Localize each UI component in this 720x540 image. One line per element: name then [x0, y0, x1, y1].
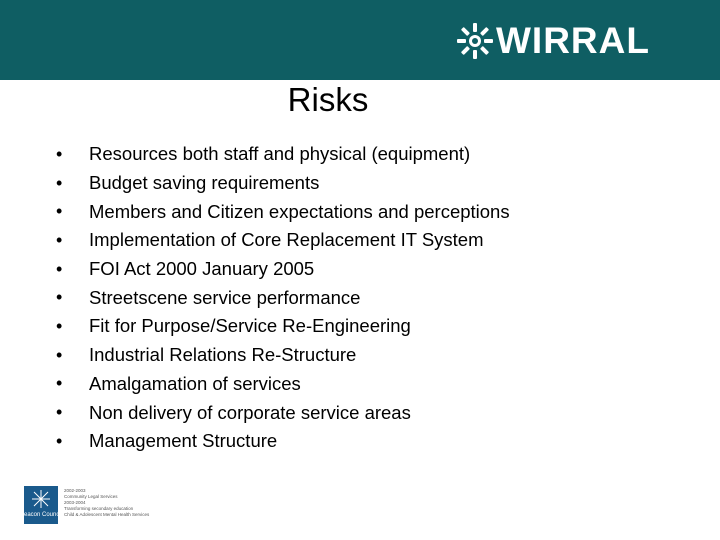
bullet-item	[56, 427, 510, 456]
bullet-text: Members and Citizen expectations and perceptions	[89, 200, 510, 222]
bullet-item	[56, 312, 510, 341]
beacon-icon	[19, 486, 63, 524]
bullet-glyph: •	[56, 287, 63, 308]
wirral-emblem-icon	[456, 22, 494, 60]
bullet-list	[56, 140, 510, 456]
bullet-text: Fit for Purpose/Service Re-Engineering	[89, 315, 411, 337]
bullet-item	[56, 197, 510, 226]
bullet-item	[56, 398, 510, 427]
bullet-glyph: •	[56, 373, 63, 394]
bullet-text: FOI Act 2000 January 2005	[89, 258, 315, 280]
bullet-glyph: •	[56, 229, 63, 250]
bullet-item	[56, 255, 510, 284]
award-line: 2002-2003	[64, 488, 86, 493]
bullet-glyph: •	[56, 430, 63, 451]
bullet-text: Budget saving requirements	[89, 172, 320, 194]
bullet-text: Resources both staff and physical (equipment)	[89, 143, 471, 165]
bullet-text: Non delivery of corporate service areas	[89, 401, 411, 423]
award-line: Child & Adolescent Mental Health Services	[64, 512, 150, 517]
award-line: Transforming secondary education	[64, 506, 134, 511]
bullet-text: Industrial Relations Re-Structure	[89, 344, 357, 366]
bullet-glyph: •	[56, 344, 63, 365]
header-band	[0, 0, 720, 80]
slide-title: Risks	[287, 81, 369, 118]
bullet-glyph: •	[56, 315, 63, 336]
bullet-item	[56, 341, 510, 370]
award-line: Community Legal Services	[64, 494, 118, 499]
bullet-glyph: •	[56, 201, 63, 222]
wirral-logo	[456, 20, 650, 62]
bullet-item	[56, 140, 510, 169]
beacon-council-logo	[19, 486, 164, 526]
award-line: 2003-2004	[64, 500, 86, 505]
bullet-text: Implementation of Core Replacement IT System	[89, 229, 484, 251]
bullet-item	[56, 169, 510, 198]
bullet-text: Streetscene service performance	[89, 286, 361, 308]
wirral-logo-text: WIRRAL	[496, 20, 650, 61]
bullet-glyph: •	[56, 402, 63, 423]
beacon-logo-text: Beacon Council	[19, 512, 63, 518]
beacon-award-text	[64, 488, 174, 518]
bullet-text: Management Structure	[89, 430, 278, 452]
bullet-item	[56, 370, 510, 399]
bullet-item	[56, 226, 510, 255]
bullet-glyph: •	[56, 143, 63, 164]
bullet-item	[56, 283, 510, 312]
bullet-glyph: •	[56, 258, 63, 279]
bullet-glyph: •	[56, 172, 63, 193]
bullet-text: Amalgamation of services	[89, 372, 301, 394]
